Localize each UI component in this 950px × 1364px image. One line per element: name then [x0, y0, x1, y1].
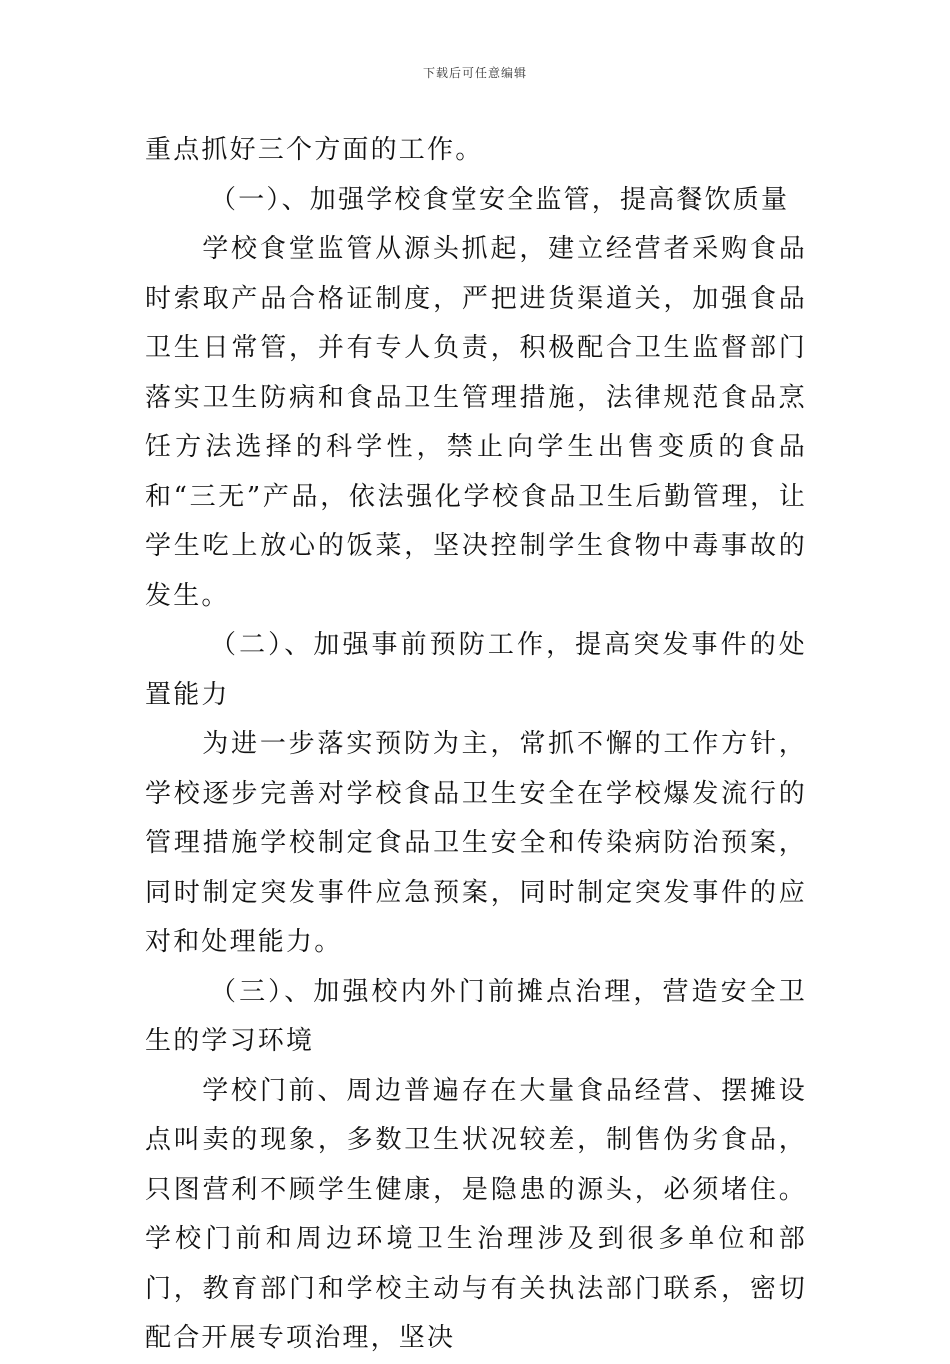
paragraph-canteen-supervision: 学校食堂监管从源头抓起，建立经营者采购食品时索取产品合格证制度，严把进货渠道关，加强食品卫生日常管，并有专人负责，积极配合卫生监督部门落实卫生防病和食品卫生管理措施，法律规范食品烹饪方法选择的科学性，禁止向学生出售变质的食品和“三无”产品，依法强化学校食品卫生后勤管理，让学生吃上放心的饭菜，坚决控制学生食物中毒事故的发生。 [145, 234, 807, 611]
section-heading-1: （一）、加强学校食堂安全监管，提高餐饮质量 [210, 184, 790, 215]
section-heading-3: （三）、加强校内外门前摊点治理，营造安全卫生的学习环境 [145, 976, 807, 1056]
paragraph-continuation: 重点抓好三个方面的工作。 [145, 135, 484, 165]
section-heading-2: （二）、加强事前预防工作，提高突发事件的处置能力 [145, 630, 807, 710]
page-header: 下载后可任意编辑 [422, 66, 527, 80]
document-body [145, 126, 807, 1364]
paragraph-vendor-governance: 学校门前、周边普遍存在大量食品经营、摆摊设点叫卖的现象，多数卫生状况较差，制售伪劣食品，只图营利不顾学生健康，是隐患的源头，必须堵住。学校门前和周边环境卫生治理涉及到很多单位和部门，教育部门和学校主动与有关执法部门联系，密切配合开展专项治理，坚决 [145, 1075, 807, 1353]
paragraph-prevention: 为进一步落实预防为主，常抓不懈的工作方针，学校逐步完善对学校食品卫生安全在学校爆发流行的管理措施学校制定食品卫生安全和传染病防治预案，同时制定突发事件应急预案，同时制定突发事件的应对和处理能力。 [145, 729, 807, 957]
